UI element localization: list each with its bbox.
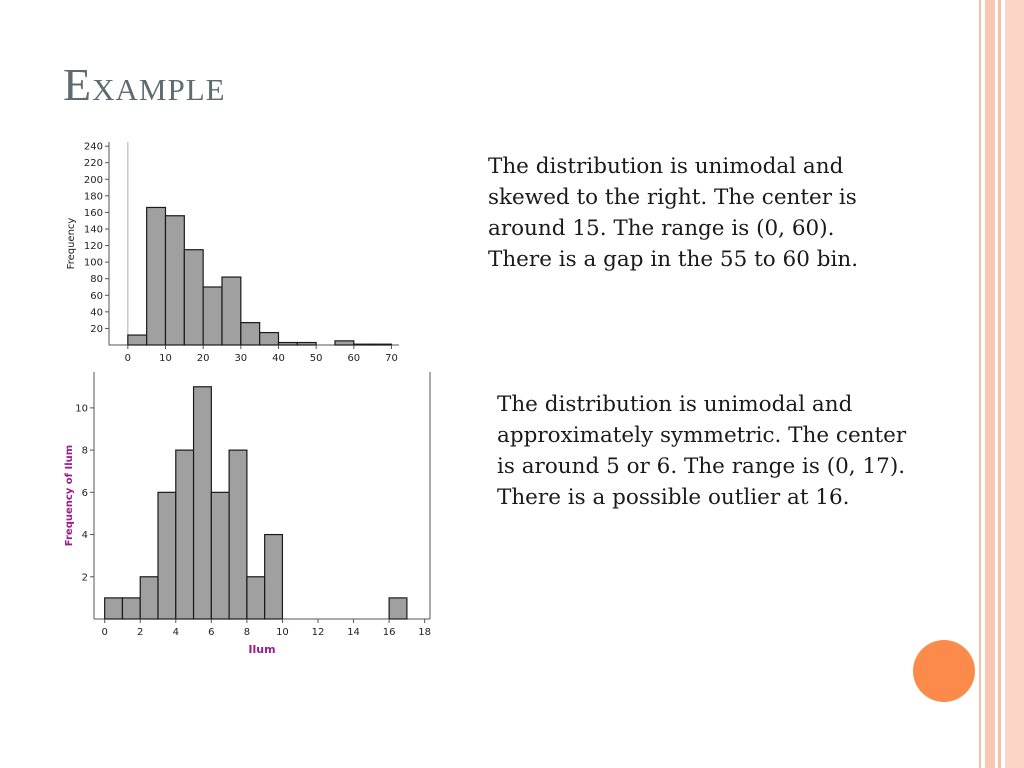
histogram-bar [128,335,147,345]
y-tick-label: 200 [83,174,103,186]
x-tick-label: 70 [385,353,398,364]
x-tick-label: 10 [159,353,172,364]
x-tick-label: 10 [276,627,289,638]
description-symmetric: The distribution is unimodal and approximately symmetric. The center is around 5 or 6. The range is (0, 17). There is a possible outlier at 16. [497,392,907,510]
histogram-bar [354,344,373,345]
decor-stripe-wide-2 [1005,0,1024,768]
x-tick-label: 6 [208,627,215,638]
decor-stripe-thin-2 [998,0,1001,768]
decor-stripe-wide [985,0,995,768]
x-tick-label: 60 [347,353,361,364]
histogram-bar [373,344,392,345]
histogram-bar [241,323,260,345]
histogram-bar [211,492,229,619]
title-rest: XAMPLE [92,72,226,107]
histogram-bar [389,598,407,619]
histogram-symmetric [58,370,443,662]
histogram-bar [105,598,123,619]
x-tick-label: 2 [137,627,144,638]
histogram-bar [194,387,212,619]
x-tick-label: 12 [311,627,325,638]
decor-stripe-thin-1 [979,0,981,768]
x-tick-label: 50 [309,353,323,364]
histogram-bar [278,343,297,345]
y-tick-label: 180 [83,191,103,203]
x-tick-label: 0 [124,353,132,364]
title-initial: E [63,59,93,110]
histogram-bar [222,277,241,345]
x-tick-label: 14 [347,627,360,638]
x-tick-label: 20 [196,353,210,364]
histogram-bar [147,207,166,345]
y-tick-label: 240 [83,141,103,153]
y-axis-label: Frequency of Ilum [64,444,75,547]
y-tick-label: 100 [83,257,103,269]
y-tick-label: 4 [81,530,88,542]
histogram-bar [176,450,194,619]
y-tick-label: 8 [81,445,88,457]
histogram-bar [247,577,265,619]
histogram-skewed [60,132,410,372]
x-tick-label: 18 [418,627,432,638]
x-tick-label: 8 [243,627,251,638]
y-tick-label: 6 [81,487,88,499]
y-tick-label: 140 [83,224,103,236]
histogram-bar [335,341,354,345]
y-tick-label: 220 [83,158,103,170]
x-tick-label: 4 [172,627,179,638]
description-skewed: The distribution is unimodal and skewed to the right. The center is around 15. The range is (0, 60). There is a gap in the 55 to 60 bin. [488,154,859,272]
histogram-bar [184,250,203,345]
y-tick-label: 40 [90,307,103,319]
x-tick-label: 40 [272,353,285,364]
y-tick-label: 120 [83,241,103,253]
x-axis-label: Ilum [248,643,276,656]
histogram-bar [122,598,140,619]
y-tick-label: 2 [81,572,88,584]
y-axis-label: Frequency [66,217,77,270]
histogram-bar [265,535,283,619]
y-tick-label: 80 [90,274,103,286]
histogram-bar [260,333,279,345]
y-tick-label: 60 [90,290,103,302]
histogram-bar [229,450,247,619]
histogram-bar [158,492,176,619]
accent-circle [913,640,975,702]
y-tick-label: 20 [90,323,103,335]
x-tick-label: 30 [234,353,248,364]
y-tick-label: 10 [75,403,88,415]
x-tick-label: 0 [101,627,108,638]
histogram-bar [203,287,222,345]
histogram-bar [297,343,316,345]
x-tick-label: 16 [382,627,396,638]
slide-title [63,58,226,111]
histogram-bar [165,216,184,345]
histogram-bar [140,577,158,619]
y-tick-label: 160 [83,207,103,219]
